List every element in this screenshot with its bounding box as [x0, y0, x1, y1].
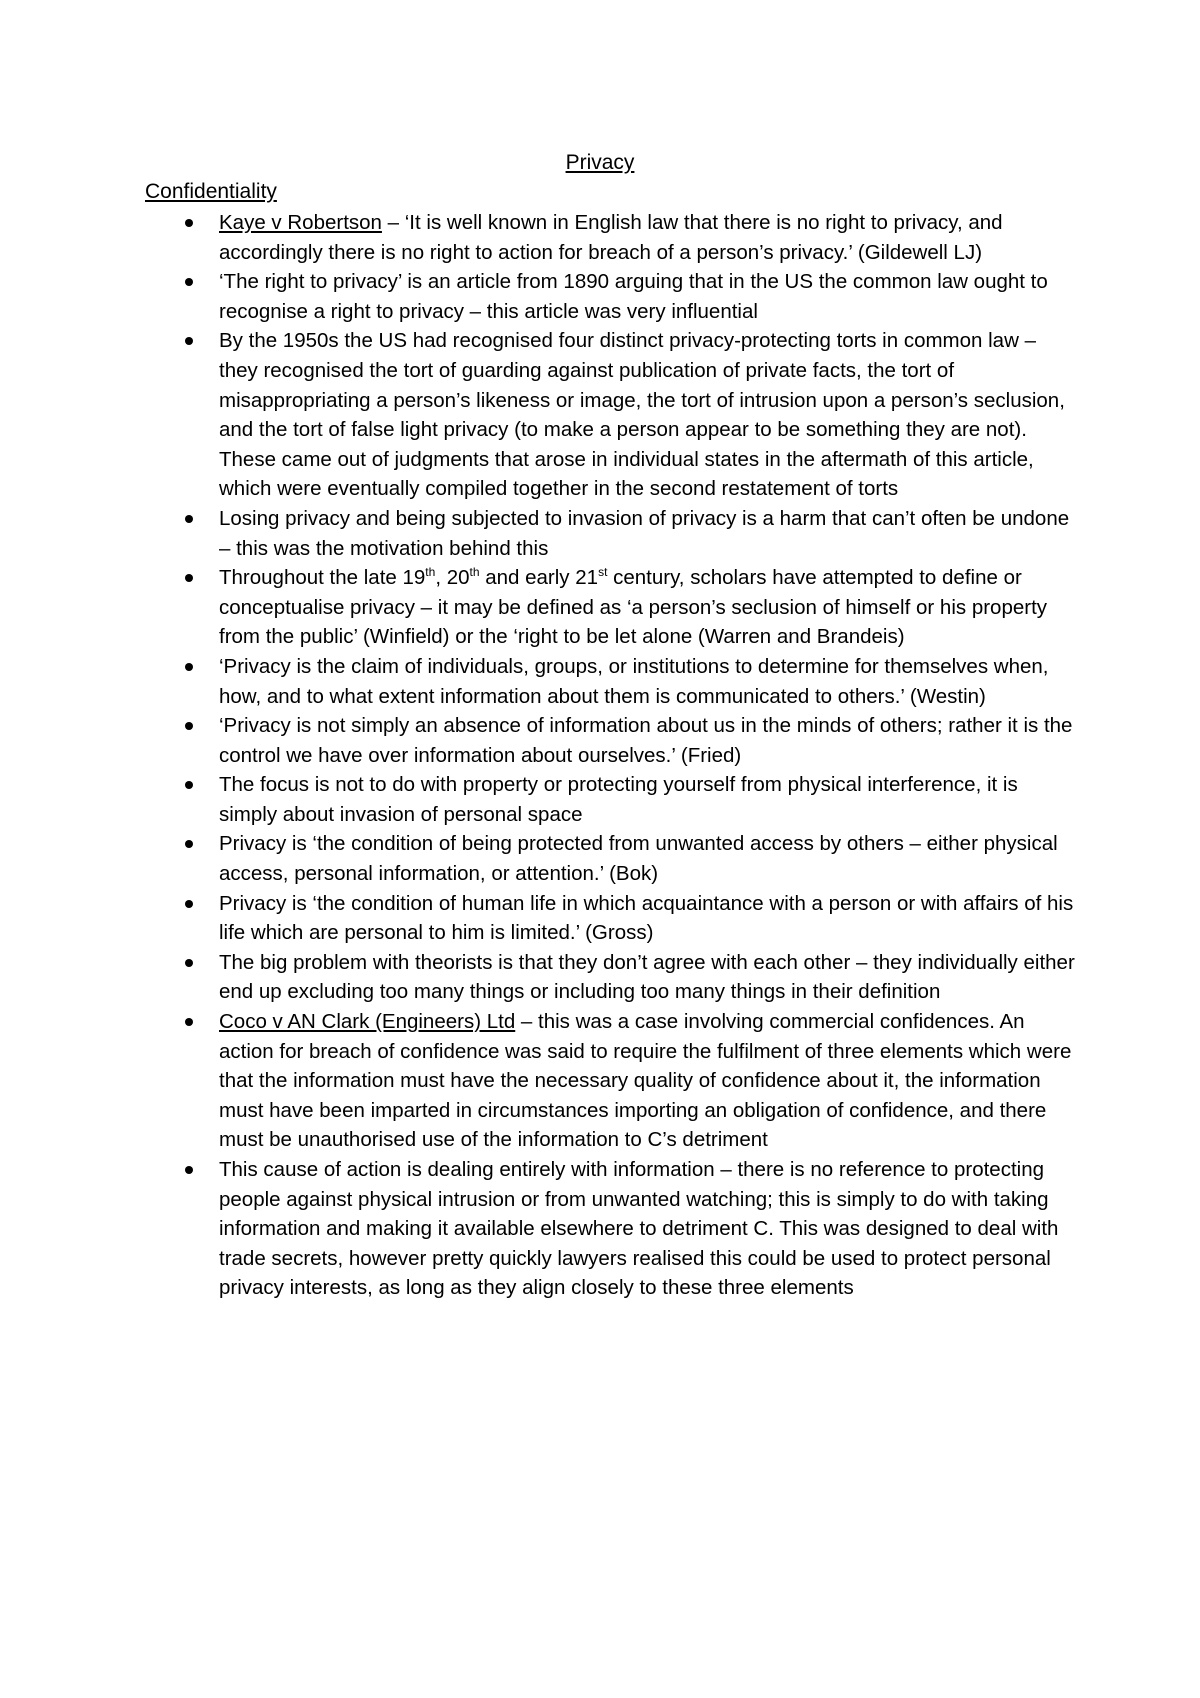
- list-item-text: ‘The right to privacy’ is an article from 1890 arguing that in the US the common law ought to recognise a right to privacy – this article was very influential: [219, 270, 1048, 323]
- list-item: [145, 948, 1075, 1007]
- list-item: [145, 1155, 1075, 1303]
- list-item-text: ‘Privacy is the claim of individuals, groups, or institutions to determine for themselves when, how, and to what extent information about them is communicated to others.’ (Westin): [219, 654, 1049, 708]
- list-item: [145, 889, 1075, 948]
- superscript: th: [425, 565, 436, 580]
- bullet-icon: [185, 278, 193, 286]
- list-item-text: ‘Privacy is not simply an absence of information about us in the minds of others; rather it is the control we have over information about ourselves.’ (Fried): [219, 714, 1073, 767]
- list-item-text: By the 1950s the US had recognised four distinct privacy-protecting torts in common law – they recognised the tort of guarding against publication of private facts, the tort of misappropriating a person’s likeness or image, the tort of intrusion upon a person’s seclusion, and the tort of false light privacy (to make a person appear to be something they are not). These came out of judgments that arose in individual states in the aftermath of this article, which were eventually compiled together in the second restatement of torts: [219, 329, 1065, 501]
- list-item: [145, 326, 1075, 504]
- list-item-text-part: , 20: [435, 566, 470, 590]
- list-item: [145, 208, 1075, 267]
- bullet-icon: [185, 337, 193, 345]
- list-item: [145, 504, 1075, 563]
- list-item: [145, 563, 1075, 652]
- bullet-icon: [185, 959, 193, 967]
- list-item-text: This cause of action is dealing entirely with information – there is no reference to protecting people against physical intrusion or from unwanted watching; this is simply to do with taking information and making it available elsewhere to detriment C. This was designed to deal with trade secrets, however pretty quickly lawyers realised this could be used to protect personal privacy interests, as long as they align closely to these three elements: [219, 1158, 1059, 1300]
- list-item-text-part: Throughout the late 19: [219, 566, 426, 590]
- list-item: [145, 711, 1075, 770]
- bullet-icon: [185, 1166, 193, 1174]
- list-item-text: – this was a case involving commercial confidences. An action for breach of confidence was said to require the fulfilment of three elements which were that the information must have the necessary quality of confidence about it, the information must have been imparted in circumstances importing an obligation of confidence, and there must be unauthorised use of the information to C’s detriment: [219, 1010, 1072, 1152]
- list-item-text: – ‘It is well known in English law that there is no right to privacy, and accordingly there is no right to action for breach of a person’s privacy.’ (Gildewell LJ): [219, 211, 1003, 264]
- list-item-text: Privacy is ‘the condition of human life in which acquaintance with a person or with affairs of his life which are personal to him is limited.’ (Gross): [219, 891, 1074, 945]
- bullet-icon: [185, 1018, 193, 1026]
- superscript: th: [469, 565, 480, 580]
- list-item-text-part: and early 21: [479, 566, 599, 590]
- section-heading-confidentiality: Confidentiality: [145, 180, 277, 203]
- bullet-icon: [185, 781, 193, 789]
- superscript: st: [598, 565, 608, 580]
- list-item-text: The big problem with theorists is that they don’t agree with each other – they individually either end up excluding too many things or including too many things in their definition: [219, 950, 1075, 1004]
- list-item-text: Losing privacy and being subjected to invasion of privacy is a harm that can’t often be undone – this was the motivation behind this: [219, 506, 1070, 560]
- bullet-icon: [185, 840, 193, 848]
- bullet-list: [145, 208, 1075, 1303]
- bullet-icon: [185, 515, 193, 523]
- list-item-text-part: century, scholars have attempted to define or conceptualise privacy – it may be defined as ‘a person’s seclusion of himself or his property from the public’ (Winfield) or the ‘right to be let alone (Warren and Brandeis): [219, 566, 1048, 649]
- list-item-text: Privacy is ‘the condition of being protected from unwanted access by others – either physical access, personal information, or attention.’ (Bok): [219, 832, 1058, 886]
- case-name: Kaye v Robertson: [219, 211, 382, 234]
- bullet-icon: [185, 900, 193, 908]
- list-item: [145, 770, 1075, 829]
- list-item: [145, 652, 1075, 711]
- bullet-icon: [185, 574, 193, 582]
- bullet-icon: [185, 219, 193, 227]
- list-item: [145, 829, 1075, 888]
- page-title: Privacy: [565, 151, 635, 174]
- list-item-text: The focus is not to do with property or protecting yourself from physical interference, it is simply about invasion of personal space: [219, 773, 1018, 826]
- bullet-icon: [185, 663, 193, 671]
- bullet-icon: [185, 722, 193, 730]
- list-item: [145, 267, 1075, 326]
- case-name: Coco v AN Clark (Engineers) Ltd: [219, 1010, 516, 1034]
- list-item: [145, 1007, 1075, 1155]
